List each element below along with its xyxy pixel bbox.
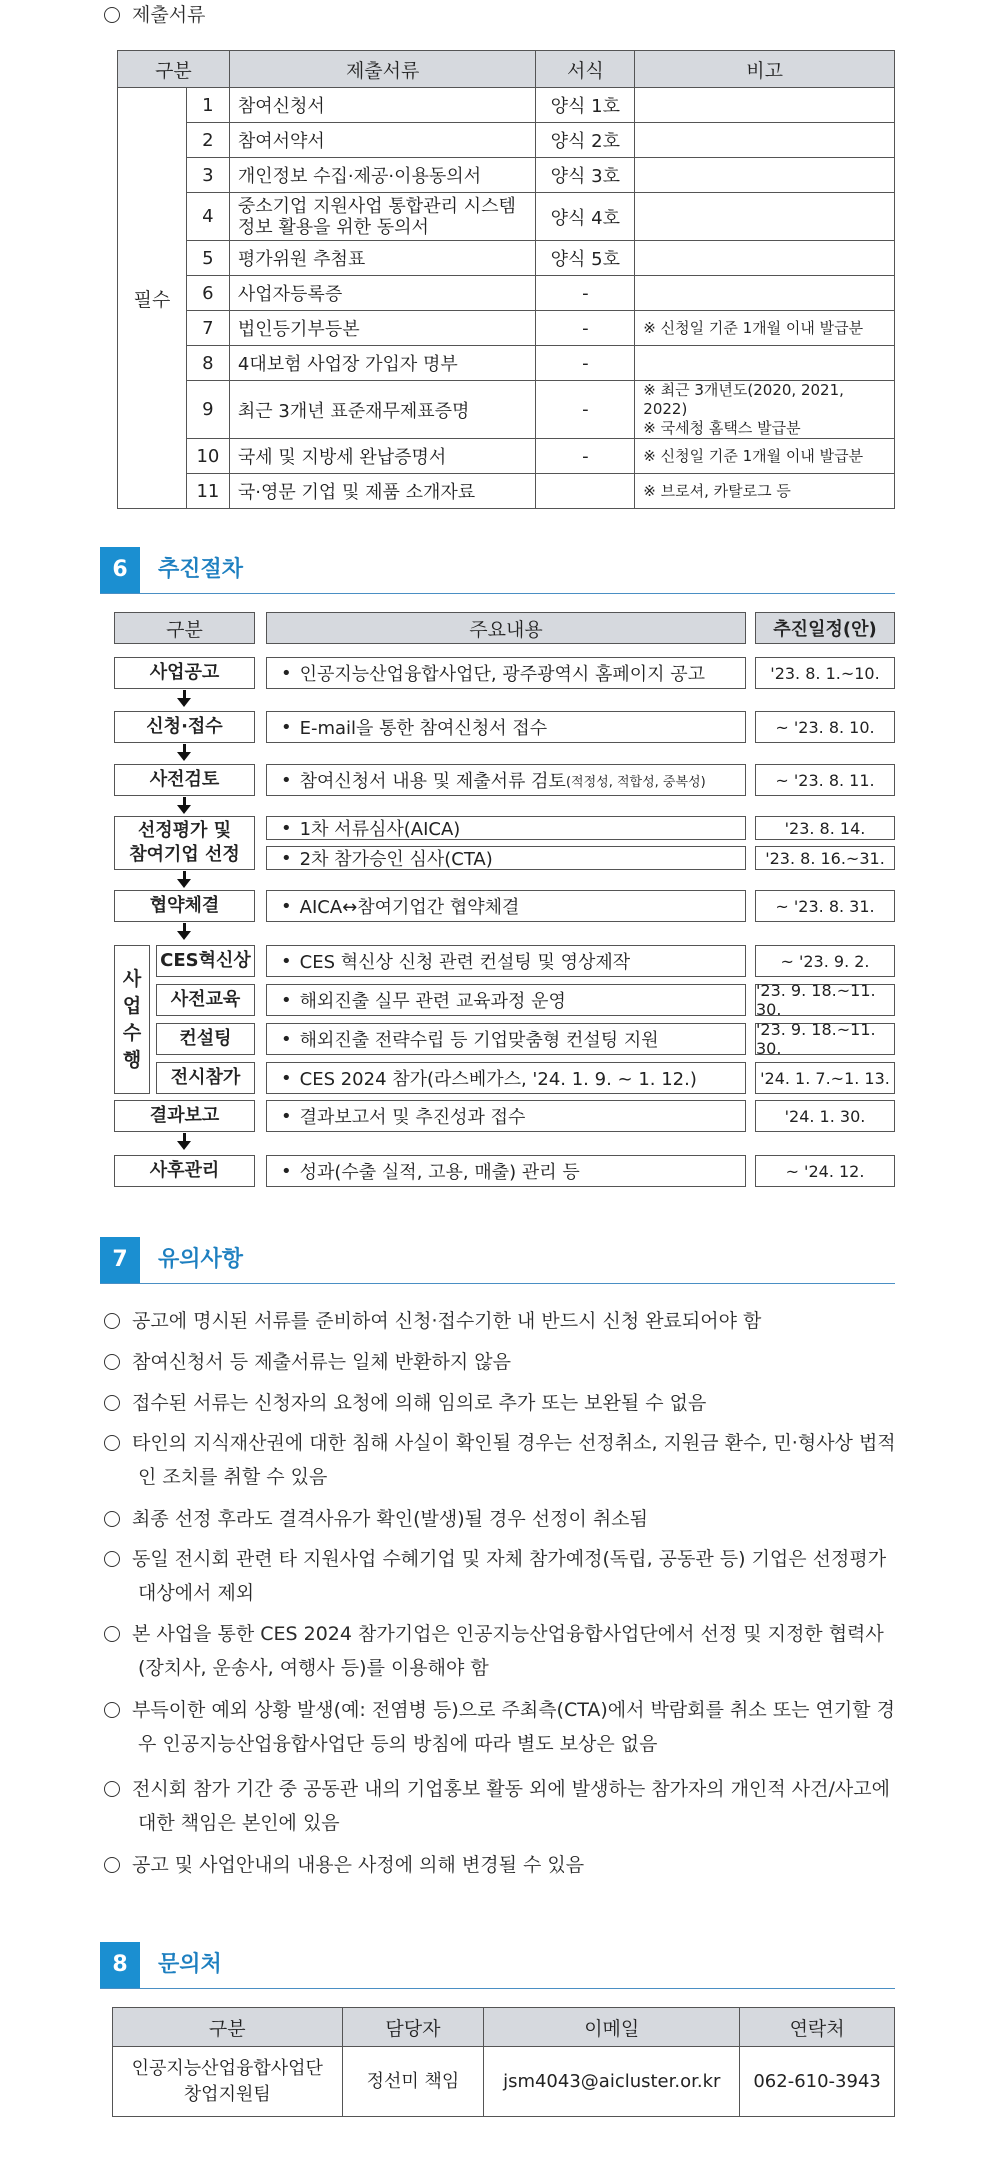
process-step-content (266, 984, 746, 1016)
note-item (104, 1848, 904, 1882)
process-step-content (266, 764, 746, 796)
docs-row (118, 311, 895, 346)
process-step-text: 해외진출 전략수립 등 기업맞춤형 컨설팅 지원 (299, 1030, 659, 1051)
docs-row-number: 11 (186, 474, 229, 509)
docs-row-note: ※ 신청일 기준 1개월 이내 발급분 (635, 311, 895, 346)
process-stage-9 (156, 1023, 255, 1055)
contact-header-phone: 연락처 (740, 2008, 895, 2047)
docs-header-note: 비고 (635, 51, 895, 88)
process-step-schedule: ~ '23. 9. 2. (755, 945, 895, 977)
bullet-icon: • (281, 1105, 292, 1127)
process-step-text: AICA↔참여기업간 협약체결 (299, 897, 520, 918)
circle-bullet-icon (104, 1395, 120, 1411)
process-step-schedule: '23. 8. 1.~10. (755, 657, 895, 689)
note-item (104, 1617, 904, 1685)
note-item (104, 1772, 904, 1840)
process-stage-label: 사후관리 (149, 1160, 220, 1181)
docs-row-note (635, 123, 895, 158)
process-stage-label: CES혁신상 (160, 950, 251, 971)
docs-row-number: 8 (186, 346, 229, 381)
contact-email[interactable]: jsm4043@aicluster.or.kr (484, 2047, 740, 2117)
process-step-text: 참여신청서 내용 및 제출서류 검토 (299, 771, 566, 792)
process-step-text: CES 2024 참가(라스베가스, '24. 1. 9. ~ 1. 12.) (299, 1069, 697, 1090)
circle-bullet-icon (104, 1702, 120, 1718)
docs-row-doc: 개인정보 수집·제공·이용동의서 (229, 158, 536, 193)
process-header-schedule: 추진일정(안) (755, 612, 895, 644)
note-text: 공고에 명시된 서류를 준비하여 신청·접수기한 내 반드시 신청 완료되어야 함 (132, 1310, 762, 1332)
process-step-schedule: ~ '23. 8. 11. (755, 764, 895, 796)
process-step-content (266, 816, 746, 840)
process-stage-label: 사전검토 (149, 769, 220, 790)
docs-row-form: - (536, 276, 635, 311)
docs-header-form: 서식 (536, 51, 635, 88)
process-step-text: E-mail을 통한 참여신청서 접수 (299, 718, 548, 739)
bullet-icon: • (281, 989, 292, 1011)
docs-table (117, 50, 895, 509)
docs-row (118, 381, 895, 439)
circle-bullet-icon (104, 1435, 120, 1451)
note-item (104, 1386, 904, 1420)
contact-phone: 062-610-3943 (740, 2047, 895, 2117)
docs-row-form: 양식 5호 (536, 241, 635, 276)
process-step-schedule: '23. 8. 16.~31. (755, 846, 895, 870)
docs-row-doc: 최근 3개년 표준재무제표증명 (229, 381, 536, 439)
bullet-icon: • (281, 1160, 292, 1182)
note-text: 전시회 참가 기간 중 공동관 내의 기업홍보 활동 외에 발생하는 참가자의 개인적 사건/사고에 대한 책임은 본인에 있음 (132, 1778, 890, 1834)
bullet-icon: • (281, 769, 292, 791)
note-item (104, 1693, 904, 1761)
process-stage-label: 컨설팅 (179, 1028, 232, 1049)
process-stage-7 (156, 945, 255, 977)
process-group-text: 사 업 수 행 (122, 967, 142, 1071)
process-step-note: (적정성, 적합성, 중복성) (565, 774, 706, 790)
section-7-heading (100, 1237, 895, 1284)
process-stage-label: 협약체결 (149, 895, 220, 916)
docs-row-doc: 국세 및 지방세 완납증명서 (229, 439, 536, 474)
contact-header-dept: 구분 (113, 2008, 343, 2047)
docs-row-doc: 법인등기부등본 (229, 311, 536, 346)
arrow-head (177, 752, 191, 761)
process-step-content (266, 657, 746, 689)
process-step-text: CES 혁신상 신청 관련 컨설팅 및 영상제작 (299, 952, 631, 973)
contact-header-email: 이메일 (484, 2008, 740, 2047)
process-stage-4 (114, 816, 255, 870)
docs-row-form: 양식 1호 (536, 88, 635, 123)
section-8-heading (100, 1942, 895, 1989)
process-step-text: 해외진출 실무 관련 교육과정 운영 (299, 991, 566, 1012)
process-step-content (266, 1062, 746, 1094)
process-stage-label: 사전교육 (170, 989, 241, 1010)
note-text: 참여신청서 등 제출서류는 일체 반환하지 않음 (132, 1351, 511, 1373)
process-step-content (266, 945, 746, 977)
docs-row (118, 439, 895, 474)
section-title: 유의사항 (158, 1247, 244, 1272)
contact-table (112, 2007, 895, 2117)
section-number: 8 (100, 1942, 140, 1988)
process-step-content (266, 890, 746, 922)
docs-row-note: ※ 신청일 기준 1개월 이내 발급분 (635, 439, 895, 474)
note-item (104, 1502, 904, 1536)
process-stage-6 (114, 890, 255, 922)
docs-row-form (536, 474, 635, 509)
bullet-icon: • (281, 716, 292, 738)
docs-header-category: 구분 (118, 51, 230, 88)
docs-row-form: - (536, 381, 635, 439)
bullet-icon: • (281, 1028, 292, 1050)
note-item (104, 1304, 904, 1338)
docs-row-form: - (536, 346, 635, 381)
process-step-text: 1차 서류심사(AICA) (299, 819, 461, 840)
process-stage-label: 결과보고 (149, 1105, 220, 1126)
process-step-schedule: ~ '23. 8. 10. (755, 711, 895, 743)
process-step-schedule: '24. 1. 7.~1. 13. (755, 1062, 895, 1094)
note-item (104, 1542, 904, 1610)
process-step-content (266, 711, 746, 743)
circle-bullet-icon (104, 1354, 120, 1370)
process-header-stage: 구분 (114, 612, 255, 644)
process-stage-3 (114, 764, 255, 796)
process-step-schedule: '23. 9. 18.~11. 30. (755, 1023, 895, 1055)
process-step-text: 결과보고서 및 추진성과 접수 (299, 1107, 526, 1128)
docs-row-number: 10 (186, 439, 229, 474)
docs-row (118, 241, 895, 276)
process-stage-1 (114, 657, 255, 689)
docs-row-form: - (536, 439, 635, 474)
note-item (104, 1345, 904, 1379)
process-stage-label: 사업공고 (149, 662, 220, 683)
bullet-icon: • (281, 950, 292, 972)
docs-row-number: 5 (186, 241, 229, 276)
contact-person: 정선미 책임 (342, 2047, 484, 2117)
circle-bullet-icon (104, 7, 120, 23)
docs-header-doc: 제출서류 (229, 51, 536, 88)
note-text: 본 사업을 통한 CES 2024 참가기업은 인공지능산업융합사업단에서 선정 및 지정한 협력사(장치사, 운송사, 여행사 등)를 이용해야 함 (132, 1623, 884, 1679)
process-group-label (114, 945, 150, 1094)
note-item (104, 1426, 904, 1494)
contact-dept: 인공지능산업융합사업단 창업지원팀 (113, 2047, 343, 2117)
docs-row-note (635, 158, 895, 193)
process-step-content (266, 846, 746, 870)
process-stage-label: 전시참가 (170, 1067, 241, 1088)
docs-row-doc: 국·영문 기업 및 제품 소개자료 (229, 474, 536, 509)
arrow-head (177, 879, 191, 888)
docs-row-number: 3 (186, 158, 229, 193)
docs-row-number: 1 (186, 88, 229, 123)
docs-row (118, 123, 895, 158)
section-title: 문의처 (158, 1952, 222, 1977)
docs-row (118, 474, 895, 509)
docs-row (118, 193, 895, 241)
process-stage-11 (114, 1100, 255, 1132)
arrow-head (177, 931, 191, 940)
docs-row-form: 양식 3호 (536, 158, 635, 193)
process-step-text: 성과(수출 실적, 고용, 매출) 관리 등 (299, 1162, 580, 1183)
note-text: 최종 선정 후라도 결격사유가 확인(발생)될 경우 선정이 취소됨 (132, 1508, 648, 1530)
process-step-schedule: ~ '24. 12. (755, 1155, 895, 1187)
docs-row-form: - (536, 311, 635, 346)
bullet-icon: • (281, 1067, 292, 1089)
note-text: 타인의 지식재산권에 대한 침해 사실이 확인될 경우는 선정취소, 지원금 환수, 민·형사상 법적인 조치를 취할 수 있음 (132, 1432, 896, 1488)
section-number: 6 (100, 547, 140, 593)
docs-row (118, 158, 895, 193)
docs-row-note: ※ 최근 3개년도(2020, 2021, 2022) ※ 국세청 홈택스 발급분 (635, 381, 895, 439)
circle-bullet-icon (104, 1626, 120, 1642)
docs-row-doc: 평가위원 추첨표 (229, 241, 536, 276)
circle-bullet-icon (104, 1313, 120, 1329)
process-step-schedule: ~ '23. 8. 31. (755, 890, 895, 922)
circle-bullet-icon (104, 1781, 120, 1797)
process-stage-label: 신청·접수 (146, 716, 223, 737)
process-step-schedule: '23. 8. 14. (755, 816, 895, 840)
arrow-head (177, 805, 191, 814)
process-step-schedule: '23. 9. 18.~11. 30. (755, 984, 895, 1016)
process-step-content (266, 1023, 746, 1055)
docs-group-label: 필수 (118, 88, 187, 509)
docs-row-doc: 참여신청서 (229, 88, 536, 123)
docs-row-note (635, 346, 895, 381)
note-text: 접수된 서류는 신청자의 요청에 의해 임의로 추가 또는 보완될 수 없음 (132, 1392, 707, 1414)
process-stage-8 (156, 984, 255, 1016)
docs-row-number: 6 (186, 276, 229, 311)
docs-row-doc: 참여서약서 (229, 123, 536, 158)
docs-row-note (635, 88, 895, 123)
docs-row (118, 346, 895, 381)
docs-row-form: 양식 2호 (536, 123, 635, 158)
circle-bullet-icon (104, 1511, 120, 1527)
docs-row-doc: 4대보험 사업장 가입자 명부 (229, 346, 536, 381)
circle-bullet-icon (104, 1551, 120, 1567)
docs-row-number: 2 (186, 123, 229, 158)
section-number: 7 (100, 1237, 140, 1283)
process-header-content: 주요내용 (266, 612, 746, 644)
process-step-content (266, 1100, 746, 1132)
bullet-icon: • (281, 895, 292, 917)
process-stage-10 (156, 1062, 255, 1094)
section-title: 추진절차 (158, 557, 244, 582)
bullet-icon: • (281, 847, 292, 869)
note-text: 공고 및 사업안내의 내용은 사정에 의해 변경될 수 있음 (132, 1854, 585, 1876)
process-step-text: 2차 참가승인 심사(CTA) (299, 849, 493, 870)
note-text: 동일 전시회 관련 타 지원사업 수혜기업 및 자체 참가예정(독립, 공동관 등) 기업은 선정평가 대상에서 제외 (132, 1548, 887, 1604)
process-step-content (266, 1155, 746, 1187)
contact-header-person: 담당자 (342, 2008, 484, 2047)
docs-row-note (635, 193, 895, 241)
docs-row-note: ※ 브로셔, 카탈로그 등 (635, 474, 895, 509)
docs-row (118, 276, 895, 311)
process-step-schedule: '24. 1. 30. (755, 1100, 895, 1132)
process-step-text: 인공지능산업융합사업단, 광주광역시 홈페이지 공고 (299, 664, 706, 685)
docs-heading: 제출서류 (104, 0, 205, 32)
docs-row (118, 88, 895, 123)
docs-row-number: 9 (186, 381, 229, 439)
docs-row-doc: 사업자등록증 (229, 276, 536, 311)
docs-row-note (635, 241, 895, 276)
process-stage-12 (114, 1155, 255, 1187)
circle-bullet-icon (104, 1857, 120, 1873)
process-stage-2 (114, 711, 255, 743)
docs-row-note (635, 276, 895, 311)
docs-row-doc: 중소기업 지원사업 통합관리 시스템 정보 활용을 위한 동의서 (229, 193, 536, 241)
note-text: 부득이한 예외 상황 발생(예: 전염병 등)으로 주최측(CTA)에서 박람회를 취소 또는 연기할 경우 인공지능산업융합사업단 등의 방침에 따라 별도 보상은 없음 (132, 1699, 895, 1755)
docs-row-form: 양식 4호 (536, 193, 635, 241)
docs-row-number: 4 (186, 193, 229, 241)
arrow-head (177, 1141, 191, 1150)
bullet-icon: • (281, 662, 292, 684)
arrow-head (177, 698, 191, 707)
process-stage-label: 선정평가 및 참여기업 선정 (129, 820, 240, 865)
docs-row-number: 7 (186, 311, 229, 346)
bullet-icon: • (281, 817, 292, 839)
section-6-heading (100, 547, 895, 594)
